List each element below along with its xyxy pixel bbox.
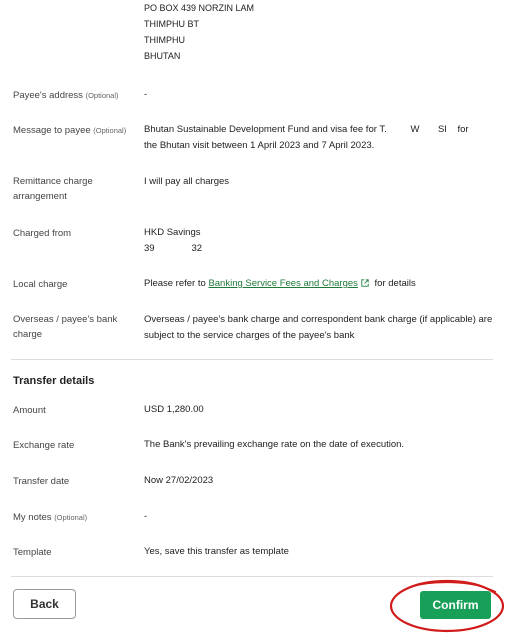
my-notes-label: My notes (Optional): [13, 512, 88, 523]
payee-bank-address: [144, 0, 499, 64]
account-name: HKD Savings: [144, 227, 201, 238]
transfer-date-value: Now 27/02/2023: [144, 475, 214, 486]
amount-label: Amount: [13, 405, 46, 416]
transfer-details-heading: Transfer details: [13, 375, 95, 387]
payee-address-value: -: [144, 89, 148, 100]
overseas-charge-value: Overseas / payee's bank charge and correspondent bank charge (if applicable) are subject to the service charges of the payee's bank: [144, 314, 493, 341]
overseas-charge-label: Overseas / payee's bank charge: [13, 314, 118, 340]
back-button[interactable]: Back: [13, 589, 76, 619]
local-charge-label: Local charge: [13, 279, 68, 290]
address-line: PO BOX 439 NORZIN LAM: [144, 3, 255, 13]
my-notes-value: -: [144, 511, 148, 522]
message-to-payee-label: Message to payee (Optional): [13, 125, 127, 136]
local-charge-value: Please refer to Banking Service Fees and Charges for details: [144, 276, 499, 293]
external-link-icon: [361, 277, 369, 293]
message-to-payee-value: Bhutan Sustainable Development Fund and visa fee for T. W SI for the Bhutan visit between 1 April 2023 and 7 April 2023.: [144, 124, 469, 151]
footer-divider: [11, 576, 493, 577]
remittance-charge-label: Remittance charge arrangement: [13, 176, 93, 202]
address-line: BHUTAN: [144, 51, 181, 61]
account-number: 39 32: [144, 243, 203, 254]
template-value: Yes, save this transfer as template: [144, 546, 289, 557]
confirm-button[interactable]: Confirm: [420, 591, 491, 619]
charged-from-label: Charged from: [13, 228, 72, 239]
template-label: Template: [13, 547, 52, 558]
section-divider: [11, 359, 493, 360]
exchange-rate-label: Exchange rate: [13, 440, 75, 451]
address-line: THIMPHU BT: [144, 19, 199, 29]
amount-value: USD 1,280.00: [144, 404, 204, 415]
transfer-date-label: Transfer date: [13, 476, 70, 487]
remittance-charge-value: I will pay all charges: [144, 176, 230, 187]
address-line: THIMPHU: [144, 35, 185, 45]
banking-fees-link[interactable]: Banking Service Fees and Charges: [208, 278, 358, 289]
charged-from-value: [144, 225, 499, 257]
payee-address-label: Payee's address (Optional): [13, 90, 119, 101]
exchange-rate-value: The Bank's prevailing exchange rate on the date of execution.: [144, 439, 405, 450]
